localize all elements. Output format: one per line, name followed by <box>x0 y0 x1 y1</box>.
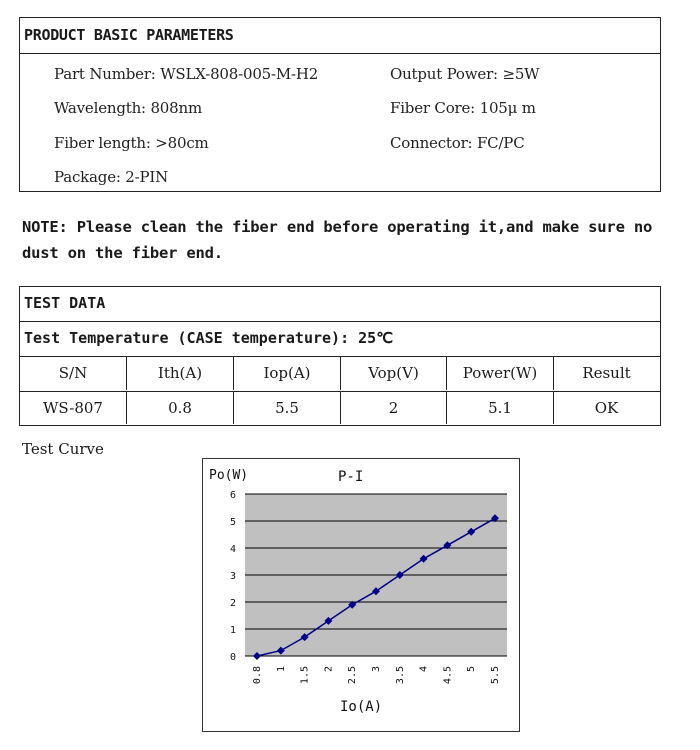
cell-ith: 0.8 <box>127 392 234 424</box>
x-tick-label: 3.5 <box>394 666 406 685</box>
x-tick-label: 5.5 <box>490 666 501 685</box>
col-header-ith: Ith(A) <box>127 357 234 390</box>
x-tick-labels <box>252 666 501 684</box>
cell-iop: 5.5 <box>234 392 341 424</box>
basic-parameters-panel <box>19 17 661 192</box>
cell-power: 5.1 <box>447 392 554 424</box>
test-data-panel <box>19 286 661 426</box>
output-power: Output Power: ≥5W <box>390 65 540 83</box>
chart-title: P-I <box>338 469 364 485</box>
fiber-core: Fiber Core: 105μ m <box>390 99 536 117</box>
test-table-row <box>20 392 660 424</box>
x-tick-label: 4 <box>418 666 430 673</box>
x-tick-label: 0.8 <box>252 666 263 685</box>
part-number: Part Number: WSLX-808-005-M-H2 <box>54 65 319 83</box>
fiber-length: Fiber length: >80cm <box>54 134 209 152</box>
test-table-header-row <box>20 357 660 392</box>
wavelength: Wavelength: 808nm <box>54 99 202 117</box>
col-header-result: Result <box>582 364 631 382</box>
x-tick-label: 2.5 <box>347 666 359 685</box>
y-tick-label: 2 <box>229 598 236 609</box>
x-tick-label: 3 <box>371 666 382 673</box>
package: Package: 2-PIN <box>54 168 169 186</box>
pi-chart <box>203 459 519 731</box>
col-header-vop: Vop(V) <box>341 357 447 390</box>
y-tick-label: 3 <box>229 571 236 582</box>
col-header-sn: S/N <box>20 357 127 390</box>
basic-parameters-header: PRODUCT BASIC PARAMETERS <box>20 18 660 54</box>
col-header-iop: Iop(A) <box>234 357 341 390</box>
y-tick-label: 6 <box>229 490 236 501</box>
y-tick-label: 0 <box>229 652 236 663</box>
cell-vop: 2 <box>341 392 447 424</box>
cell-result: OK <box>594 399 619 417</box>
x-tick-label: 5 <box>466 666 478 673</box>
pi-chart-frame <box>202 458 520 732</box>
col-header-power: Power(W) <box>447 357 554 390</box>
cell-sn: WS-807 <box>20 392 127 424</box>
test-curve-label: Test Curve <box>22 440 104 458</box>
test-temperature: Test Temperature (CASE temperature): 25℃ <box>20 322 660 357</box>
x-axis-label: Io(A) <box>340 699 383 715</box>
y-tick-labels <box>230 490 236 663</box>
y-tick-label: 5 <box>229 517 236 528</box>
x-tick-label: 2 <box>323 666 335 673</box>
x-tick-label: 1.5 <box>299 666 311 685</box>
x-tick-label: 1 <box>275 666 287 673</box>
x-tick-label: 4.5 <box>442 666 454 685</box>
y-tick-label: 4 <box>229 544 236 555</box>
test-data-header: TEST DATA <box>20 287 660 322</box>
cleaning-note: NOTE: Please clean the fiber end before operating it,and make sure no dust on the fiber end. <box>22 218 653 262</box>
y-tick-label: 1 <box>229 625 236 636</box>
y-axis-label: Po(W) <box>209 468 249 483</box>
connector: Connector: FC/PC <box>390 134 525 152</box>
